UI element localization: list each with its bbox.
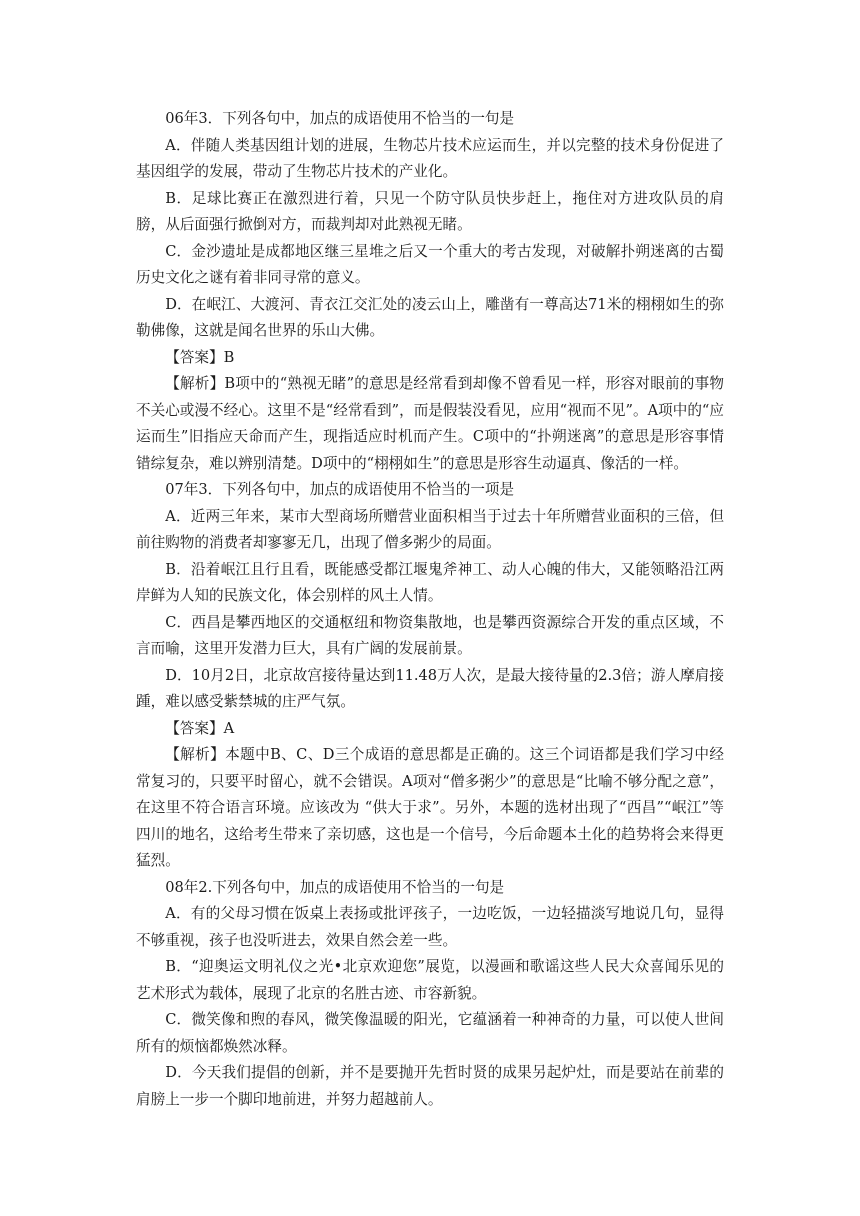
question-06: 06年3．下列各句中，加点的成语使用不恰当的一句是: [165, 110, 515, 127]
option-07-b: B．沿着岷江且行且看，既能感受都江堰鬼斧神工、动人心魄的伟大，又能领略沿江两岸鲜为人知的民族文化，体会别样的风土人情。: [136, 560, 724, 604]
question-07: 07年3．下列各句中，加点的成语使用不恰当的一项是: [165, 481, 515, 498]
answer-06: 【答案】B: [165, 348, 235, 366]
option-06-b: B．足球比赛正在激烈进行着，只见一个防守队员快步赶上，拖住对方进攻队员的肩膀，从后面强行掀倒对方，而裁判却对此熟视无睹。: [136, 189, 724, 233]
option-07-a: A．近两三年来，某市大型商场所赠营业面积相当于过去十年所赠营业面积的三倍，但前往购物的消费者却寥寥无几，出现了僧多粥少的局面。: [136, 507, 724, 551]
option-08-b: B．“迎奥运文明礼仪之光•北京欢迎您”展览，以漫画和歌谣这些人民大众喜闻乐见的艺术形式为载体，展现了北京的名胜古迹、市容新貌。: [136, 958, 724, 1002]
option-08-d: D．今天我们提倡的创新，并不是要抛开先哲时贤的成果另起炉灶，而是要站在前辈的肩膀上一步一个脚印地前进，并努力超越前人。: [136, 1064, 724, 1108]
option-07-c: C．西昌是攀西地区的交通枢纽和物资集散地，也是攀西资源综合开发的重点区域，不言而喻，这里开发潜力巨大，具有广阔的发展前景。: [136, 613, 724, 657]
question-08: 08年2.下列各句中，加点的成语使用不恰当的一句是: [165, 878, 505, 896]
option-08-c: C．微笑像和煦的春风，微笑像温暖的阳光，它蕴涵着一种神奇的力量，可以使人世间所有的烦恼都焕然冰释。: [136, 1011, 724, 1055]
option-06-c: C．金沙遗址是成都地区继三星堆之后又一个重大的考古发现，对破解扑朔迷离的古蜀历史文化之谜有着非同寻常的意义。: [136, 242, 724, 286]
option-08-a: A．有的父母习惯在饭桌上表扬或批评孩子，一边吃饭，一边轻描淡写地说几句，显得不够重视，孩子也没听进去，效果自然会差一些。: [136, 905, 724, 949]
answer-07: 【答案】A: [165, 719, 235, 737]
analysis-07: 【解析】本题中B、C、D三个成语的意思都是正确的。这三个词语都是我们学习中经常复习的，只要平时留心，就不会错误。A项对“僧多粥少”的意思是“比喻不够分配之意”，在这里不符合语言环境。应该改为 “供大于求”。另外，本题的选材出现了“西昌”“岷江”等四川的地名，这给考生带来了亲切感，这也是一个信号，今后命题本土化的趋势将会来得更猛烈。: [136, 746, 724, 869]
option-06-a: A．伴随人类基因组计划的进展，生物芯片技术应运而生，并以完整的技术身份促进了基因组学的发展，带动了生物芯片技术的产业化。: [136, 136, 724, 180]
option-06-d: D．在岷江、大渡河、青衣江交汇处的凌云山上，雕凿有一尊高达71米的栩栩如生的弥勒佛像，这就是闻名世界的乐山大佛。: [136, 295, 724, 339]
analysis-06: 【解析】B项中的“熟视无睹”的意思是经常看到却像不曾看见一样，形容对眼前的事物不关心或漫不经心。这里不是“经常看到”，而是假装没看见，应用“视而不见”。A项中的“应运而生”旧指应天命而产生，现指适应时机而产生。C项中的“扑朔迷离”的意思是形容事情错综复杂，难以辨别清楚。D项中的“栩栩如生”的意思是形容生动逼真、像活的一样。: [136, 375, 724, 472]
option-07-d: D．10月2日，北京故宫接待量达到11.48万人次，是最大接待量的2.3倍；游人摩肩接踵，难以感受紫禁城的庄严气氛。: [136, 666, 724, 710]
